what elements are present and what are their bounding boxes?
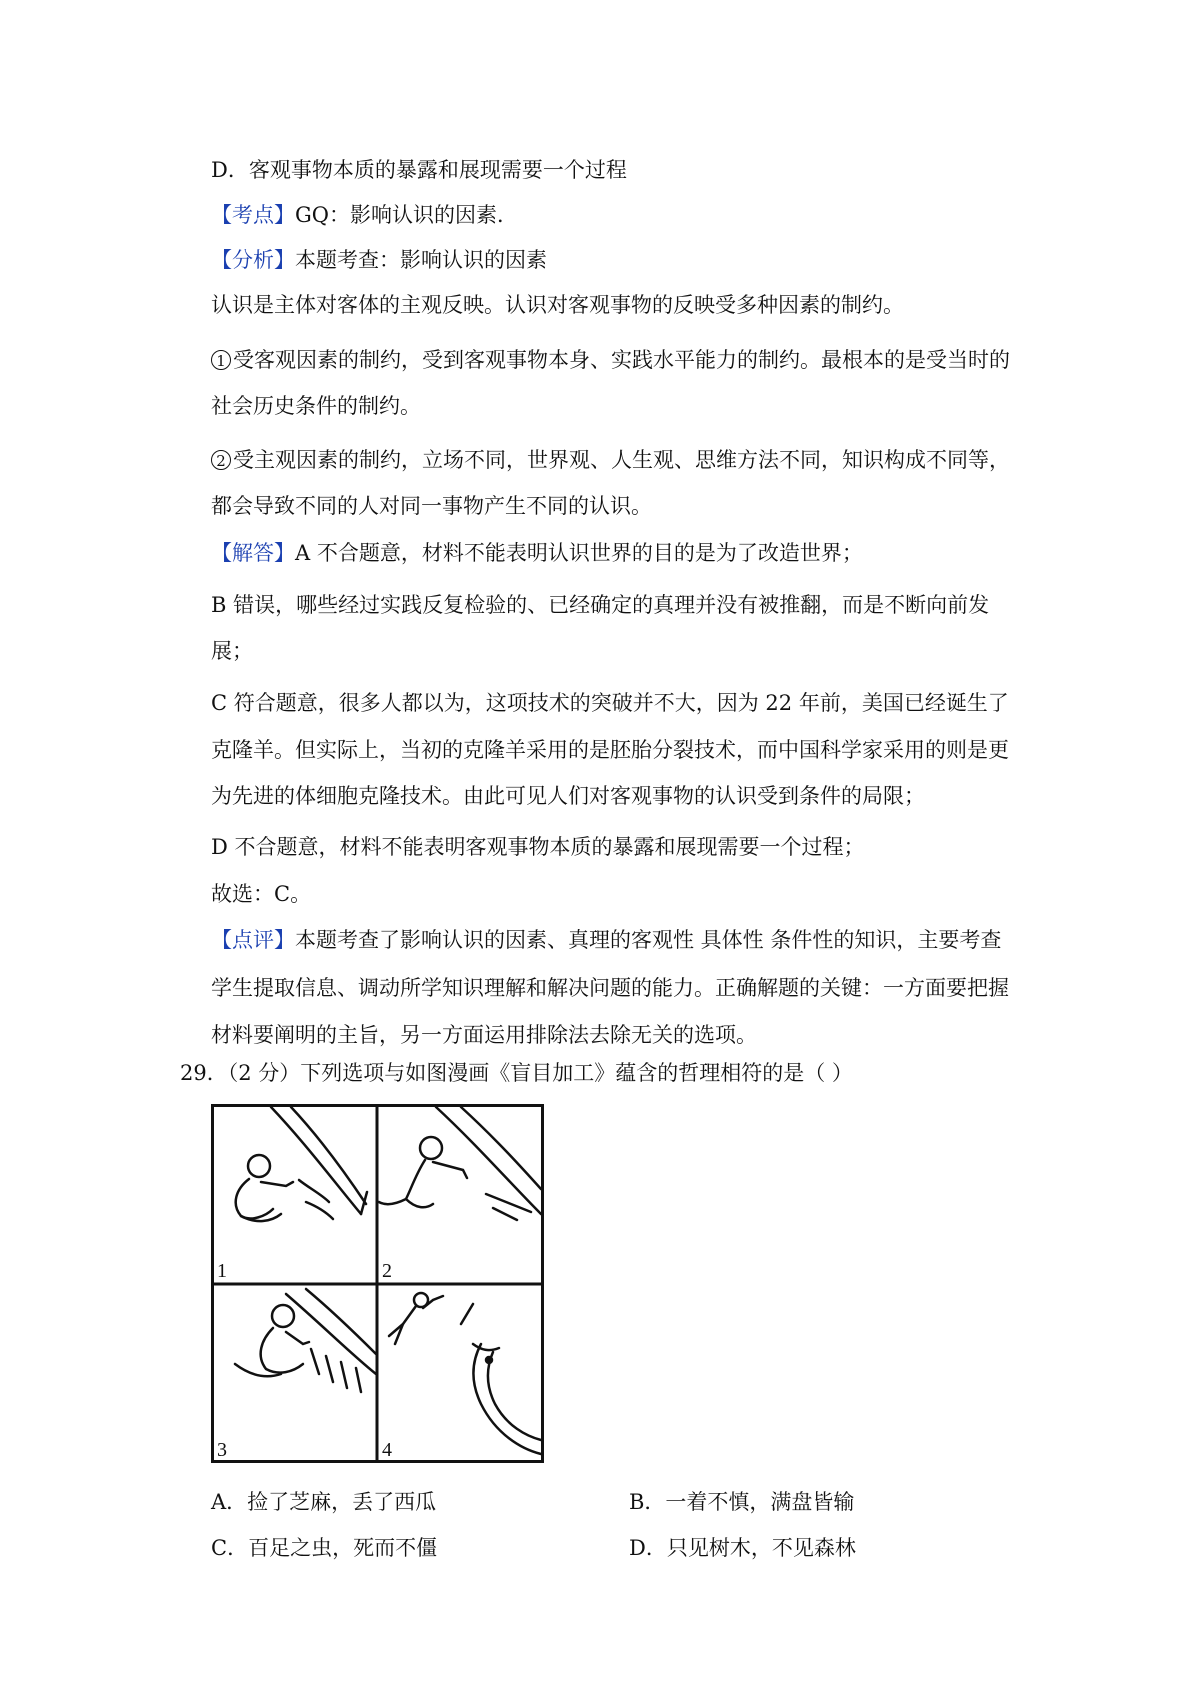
option-c: C．百足之虫，死而不僵	[211, 1536, 438, 1560]
jieda-line	[211, 538, 863, 568]
option-d-text: D．客观事物本质的暴露和展现需要一个过程	[211, 158, 627, 182]
fenxi-text: 本题考查：影响认识的因素	[295, 248, 547, 272]
panel-number-3: 3	[217, 1439, 227, 1461]
dianping-line-2: 学生提取信息、调动所学知识理解和解决问题的能力。正确解题的关键：一方面要把握	[211, 976, 1009, 1000]
option-d: D．只见树木，不见森林	[629, 1536, 856, 1560]
panel-number-1: 1	[217, 1260, 227, 1282]
option-a: A．捡了芝麻，丢了西瓜	[211, 1490, 437, 1514]
analysis-point-1	[211, 345, 1010, 375]
dianping-tag: 【点评】	[211, 928, 295, 952]
jieda-c-line-3: 为先进的体细胞克隆技术。由此可见人们对客观事物的认识受到条件的局限；	[211, 784, 925, 808]
jieda-d-line: D 不合题意，材料不能表明客观事物本质的暴露和展现需要一个过程；	[211, 835, 865, 859]
analysis-point-2	[211, 445, 1010, 475]
fenxi-tag: 【分析】	[211, 248, 295, 272]
panel-number-2: 2	[382, 1260, 392, 1282]
kaodian-line	[211, 200, 518, 230]
kaodian-tag: 【考点】	[211, 203, 295, 227]
kaodian-text: GQ：影响认识的因素．	[295, 203, 518, 227]
jieda-tag: 【解答】	[211, 541, 295, 565]
cartoon-image	[211, 1104, 544, 1463]
fenxi-line	[211, 245, 547, 275]
analysis-paragraph-1: 认识是主体对客体的主观反映。认识对客观事物的反映受多种因素的制约。	[211, 293, 904, 317]
dianping-line	[211, 925, 1001, 955]
panel-number-4: 4	[382, 1439, 392, 1461]
option-b: B．一着不慎，满盘皆输	[629, 1490, 855, 1514]
jieda-c-line-1: C 符合题意，很多人都以为，这项技术的突破并不大，因为 22 年前，美国已经诞生了	[211, 691, 1009, 715]
jieda-b-line-2: 展；	[211, 639, 253, 663]
question-stem: 29．（2 分）下列选项与如图漫画《盲目加工》蕴含的哲理相符的是（ ）	[180, 1061, 853, 1085]
analysis-point-1-cont: 社会历史条件的制约。	[211, 394, 421, 418]
answer-line: 故选：C。	[211, 882, 312, 906]
dianping-line-3: 材料要阐明的主旨，另一方面运用排除法去除无关的选项。	[211, 1023, 757, 1047]
circled-number-1: 1	[211, 350, 231, 370]
dianping-text-1: 本题考查了影响认识的因素、真理的客观性 具体性 条件性的知识，主要考查	[295, 928, 1002, 952]
analysis-point-2-cont: 都会导致不同的人对同一事物产生不同的认识。	[211, 494, 652, 518]
analysis-point-1-text: 受客观因素的制约，受到客观事物本身、实践水平能力的制约。最根本的是受当时的	[233, 348, 1010, 372]
jieda-b-line-1: B 错误，哪些经过实践反复检验的、已经确定的真理并没有被推翻，而是不断向前发	[211, 593, 990, 617]
circled-number-2: 2	[211, 450, 231, 470]
jieda-c-line-2: 克隆羊。但实际上，当初的克隆羊采用的是胚胎分裂技术，而中国科学家采用的则是更	[211, 738, 1009, 762]
analysis-point-2-text: 受主观因素的制约，立场不同，世界观、人生观、思维方法不同，知识构成不同等，	[233, 448, 1010, 472]
jieda-a-text: A 不合题意，材料不能表明认识世界的目的是为了改造世界；	[295, 541, 863, 565]
